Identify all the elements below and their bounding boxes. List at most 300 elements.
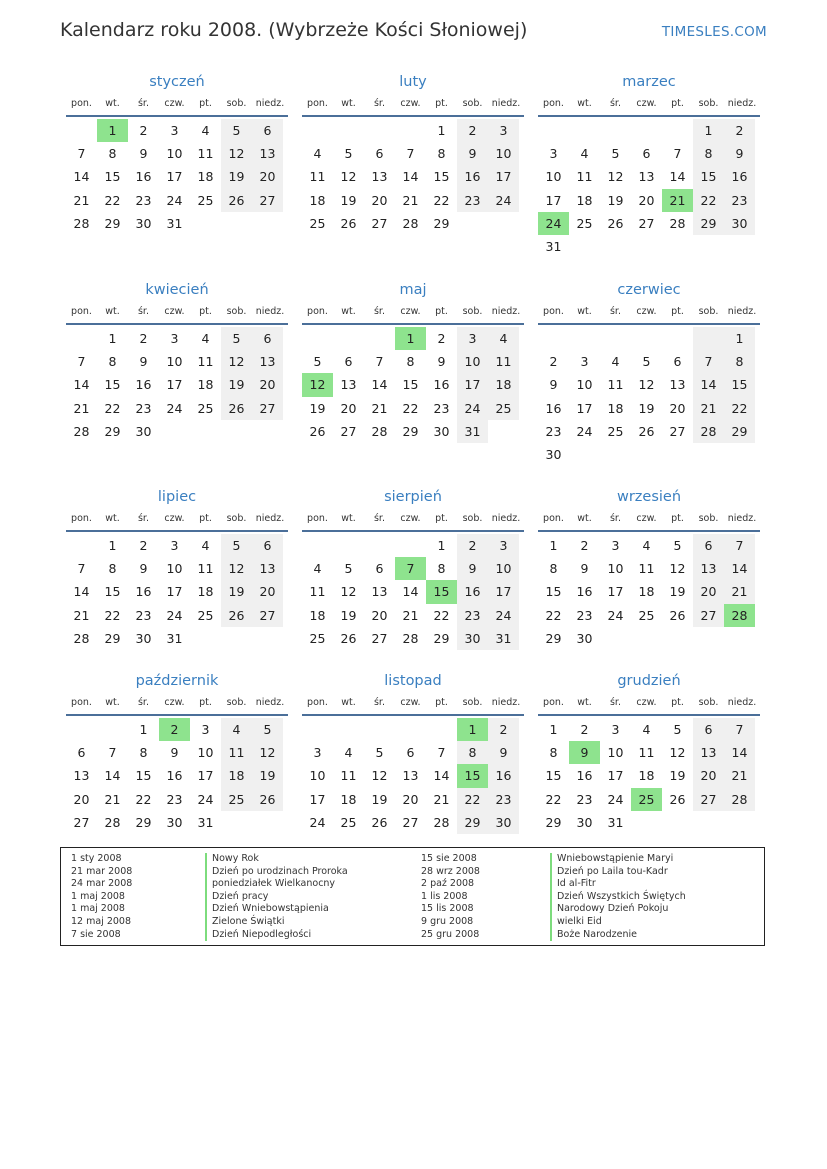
day-cell: 8 xyxy=(437,561,446,577)
day-cell: 1 xyxy=(549,538,558,553)
day-cell: 3 xyxy=(488,534,519,557)
day-cell: 28 xyxy=(402,630,419,646)
day-cell: 31 xyxy=(166,215,183,231)
day-cell: 11 xyxy=(221,741,252,764)
legend-holiday-name: Id al-Fitr xyxy=(550,878,686,891)
empty-cell xyxy=(302,534,333,557)
weekday-label: wt. xyxy=(341,513,356,524)
day-cell: 22 xyxy=(104,607,121,623)
legend-date: 24 mar 2008 xyxy=(71,878,133,890)
day-cell: 24 xyxy=(309,814,326,830)
day-cell: 9 xyxy=(457,142,488,165)
legend-date: 1 sty 2008 xyxy=(71,853,122,864)
day-cell: 16 xyxy=(457,165,488,188)
day-cell: 31 xyxy=(607,814,624,830)
day-cell: 30 xyxy=(457,627,488,650)
weekday-label: wt. xyxy=(105,513,120,524)
day-cell: 28 xyxy=(669,215,686,231)
day-grid xyxy=(66,119,283,235)
day-cell: 10 xyxy=(545,169,562,185)
legend-date: 15 sie 2008 xyxy=(421,853,477,864)
empty-cell xyxy=(159,420,190,443)
day-cell: 7 xyxy=(108,745,117,761)
day-cell: 22 xyxy=(457,788,488,811)
day-cell: 20 xyxy=(252,580,283,603)
day-cell: 27 xyxy=(371,215,388,231)
empty-cell xyxy=(302,718,333,741)
day-cell: 23 xyxy=(135,400,152,416)
empty-cell xyxy=(662,235,693,258)
day-cell: 31 xyxy=(457,420,488,443)
empty-cell xyxy=(252,212,283,235)
weekday-label: czw. xyxy=(164,306,185,317)
weekday-label: sob. xyxy=(462,513,483,524)
day-cell: 28 xyxy=(371,423,388,439)
day-cell: 1 xyxy=(108,331,117,346)
weekday-label: niedz. xyxy=(255,697,285,708)
day-cell: 14 xyxy=(402,169,419,185)
day-cell: 6 xyxy=(642,146,651,162)
day-grid xyxy=(538,327,755,466)
legend-date: 1 maj 2008 xyxy=(71,890,125,902)
weekday-label: pt. xyxy=(435,513,448,524)
day-cell: 22 xyxy=(135,791,152,807)
day-cell: 24 xyxy=(488,189,519,212)
day-cell: 3 xyxy=(170,538,179,553)
day-cell: 24 xyxy=(457,397,488,420)
day-cell: 3 xyxy=(549,146,558,162)
day-cell: 27 xyxy=(638,215,655,231)
day-cell: 6 xyxy=(344,354,353,370)
day-cell: 8 xyxy=(108,354,117,370)
weekday-label: czw. xyxy=(400,697,421,708)
weekday-label: pt. xyxy=(671,306,684,317)
day-cell: 15 xyxy=(693,165,724,188)
day-cell: 20 xyxy=(252,165,283,188)
day-cell: 16 xyxy=(576,584,593,600)
legend-holiday-name: Dzień Wszystkich Świętych xyxy=(550,891,686,904)
empty-cell xyxy=(569,443,600,466)
weekday-label: czw. xyxy=(636,98,657,109)
empty-cell xyxy=(221,212,252,235)
empty-cell xyxy=(631,443,662,466)
weekday-label: pt. xyxy=(199,513,212,524)
day-cell: 10 xyxy=(607,745,624,761)
day-cell: 24 xyxy=(607,791,624,807)
day-cell: 13 xyxy=(371,169,388,185)
day-cell: 25 xyxy=(197,192,214,208)
day-cell: 13 xyxy=(252,557,283,580)
day-cell: 29 xyxy=(724,420,755,443)
weekday-label: czw. xyxy=(164,513,185,524)
day-cell: 17 xyxy=(166,584,183,600)
day-cell: 13 xyxy=(252,350,283,373)
weekday-label: śr. xyxy=(373,306,385,317)
day-cell: 31 xyxy=(545,238,562,254)
weekday-label: pt. xyxy=(435,306,448,317)
day-cell: 23 xyxy=(457,604,488,627)
day-cell: 8 xyxy=(724,350,755,373)
legend-left-dates xyxy=(71,853,132,941)
weekday-label: czw. xyxy=(636,513,657,524)
legend-date: 7 sie 2008 xyxy=(71,928,121,940)
legend-date: 15 lis 2008 xyxy=(421,903,474,915)
day-cell: 4 xyxy=(221,718,252,741)
weekday-header xyxy=(302,508,524,532)
day-cell: 22 xyxy=(693,189,724,212)
day-cell: 18 xyxy=(488,373,519,396)
day-cell: 25 xyxy=(309,630,326,646)
day-cell: 12 xyxy=(371,768,388,784)
day-cell: 16 xyxy=(433,377,450,393)
day-cell: 12 xyxy=(669,561,686,577)
weekday-header xyxy=(302,692,524,716)
day-cell: 28 xyxy=(73,215,90,231)
month-name: październik xyxy=(135,673,219,689)
day-cell: 26 xyxy=(669,791,686,807)
day-cell: 3 xyxy=(170,123,179,138)
legend-holiday-name: Dzień Wniebowstąpienia xyxy=(205,903,348,916)
weekday-label: śr. xyxy=(609,697,621,708)
day-cell: 2 xyxy=(139,538,148,553)
day-cell: 7 xyxy=(724,534,755,557)
day-cell: 11 xyxy=(488,350,519,373)
day-cell: 9 xyxy=(549,377,558,393)
day-cell: 25 xyxy=(221,788,252,811)
weekday-label: śr. xyxy=(137,697,149,708)
legend-holiday-name: wielki Eid xyxy=(550,916,686,929)
weekday-label: czw. xyxy=(400,98,421,109)
weekday-label: niedz. xyxy=(255,98,285,109)
month-name: luty xyxy=(399,74,427,90)
day-cell: 9 xyxy=(724,142,755,165)
empty-cell xyxy=(600,443,631,466)
legend-date: 12 maj 2008 xyxy=(71,915,132,927)
day-cell: 3 xyxy=(457,327,488,350)
empty-cell xyxy=(66,718,97,741)
empty-cell xyxy=(569,235,600,258)
month-name: maj xyxy=(399,282,427,298)
day-cell: 18 xyxy=(576,192,593,208)
day-cell: 18 xyxy=(309,192,326,208)
empty-cell xyxy=(662,443,693,466)
day-cell: 14 xyxy=(724,741,755,764)
day-cell: 24 xyxy=(166,607,183,623)
day-cell: 19 xyxy=(340,192,357,208)
day-grid xyxy=(302,718,519,834)
weekday-label: śr. xyxy=(373,697,385,708)
empty-cell xyxy=(252,627,283,650)
day-cell: 1 xyxy=(437,538,446,553)
month-calendar xyxy=(66,670,288,834)
weekday-label: czw. xyxy=(164,98,185,109)
day-cell: 1 xyxy=(549,722,558,737)
empty-cell xyxy=(631,627,662,650)
empty-cell xyxy=(252,811,283,834)
legend-right-dates xyxy=(421,853,480,941)
day-cell: 12 xyxy=(607,169,624,185)
day-cell: 27 xyxy=(252,604,283,627)
day-cell: 1 xyxy=(437,123,446,138)
weekday-label: pt. xyxy=(671,98,684,109)
day-cell: 5 xyxy=(375,745,384,761)
day-cell: 15 xyxy=(457,764,488,787)
legend-holiday-name: poniedziałek Wielkanocny xyxy=(205,878,348,891)
day-cell: 9 xyxy=(457,557,488,580)
day-cell: 10 xyxy=(166,354,183,370)
day-cell: 30 xyxy=(576,814,593,830)
day-cell: 18 xyxy=(221,764,252,787)
day-grid xyxy=(302,534,519,650)
weekday-label: pon. xyxy=(543,513,564,524)
empty-cell xyxy=(364,327,395,350)
day-cell: 2 xyxy=(549,354,558,370)
empty-cell xyxy=(426,718,457,741)
day-cell: 29 xyxy=(433,215,450,231)
day-cell: 11 xyxy=(638,745,655,761)
day-cell: 11 xyxy=(309,584,326,600)
day-cell: 4 xyxy=(201,538,210,553)
day-cell: 6 xyxy=(406,745,415,761)
day-cell: 11 xyxy=(638,561,655,577)
empty-cell xyxy=(66,327,97,350)
day-cell: 30 xyxy=(166,814,183,830)
day-cell: 19 xyxy=(607,192,624,208)
weekday-label: pt. xyxy=(199,98,212,109)
legend-date: 28 wrz 2008 xyxy=(421,865,480,877)
day-cell: 26 xyxy=(340,215,357,231)
weekday-header xyxy=(538,93,760,117)
weekday-label: wt. xyxy=(105,98,120,109)
day-cell: 24 xyxy=(576,423,593,439)
day-cell: 25 xyxy=(197,607,214,623)
month-name: kwiecień xyxy=(145,282,209,298)
day-cell: 21 xyxy=(371,400,388,416)
empty-cell xyxy=(600,119,631,142)
day-cell: 17 xyxy=(607,584,624,600)
day-cell: 15 xyxy=(724,373,755,396)
day-cell: 3 xyxy=(488,119,519,142)
day-cell: 7 xyxy=(437,745,446,761)
empty-cell xyxy=(631,235,662,258)
weekday-header xyxy=(66,692,288,716)
day-cell: 29 xyxy=(135,814,152,830)
day-cell: 8 xyxy=(549,561,558,577)
day-cell: 21 xyxy=(433,791,450,807)
day-cell: 30 xyxy=(135,423,152,439)
day-cell: 22 xyxy=(433,607,450,623)
day-cell: 10 xyxy=(607,561,624,577)
weekday-label: niedz. xyxy=(491,98,521,109)
weekday-label: pon. xyxy=(543,98,564,109)
day-cell: 21 xyxy=(73,192,90,208)
day-cell: 8 xyxy=(549,745,558,761)
day-grid xyxy=(66,327,283,443)
day-cell: 30 xyxy=(488,811,519,834)
empty-cell xyxy=(569,119,600,142)
day-cell: 1 xyxy=(97,119,128,142)
day-cell: 3 xyxy=(611,722,620,737)
empty-cell xyxy=(724,811,755,834)
weekday-label: wt. xyxy=(577,306,592,317)
day-cell: 13 xyxy=(73,768,90,784)
day-cell: 18 xyxy=(607,400,624,416)
empty-cell xyxy=(66,119,97,142)
weekday-label: czw. xyxy=(400,513,421,524)
day-cell: 1 xyxy=(693,119,724,142)
legend-date: 25 gru 2008 xyxy=(421,928,480,940)
day-cell: 29 xyxy=(545,630,562,646)
day-cell: 24 xyxy=(607,607,624,623)
weekday-label: śr. xyxy=(373,513,385,524)
day-cell: 23 xyxy=(166,791,183,807)
day-cell: 29 xyxy=(104,630,121,646)
day-cell: 17 xyxy=(545,192,562,208)
day-cell: 8 xyxy=(139,745,148,761)
day-cell: 15 xyxy=(545,584,562,600)
day-cell: 15 xyxy=(135,768,152,784)
day-cell: 2 xyxy=(457,534,488,557)
day-cell: 4 xyxy=(201,331,210,346)
empty-cell xyxy=(724,627,755,650)
day-cell: 2 xyxy=(580,722,589,737)
month-calendar xyxy=(538,71,760,258)
day-cell: 23 xyxy=(135,607,152,623)
day-cell: 2 xyxy=(437,331,446,346)
legend-date: 21 mar 2008 xyxy=(71,865,133,877)
weekday-label: wt. xyxy=(105,306,120,317)
empty-cell xyxy=(333,718,364,741)
day-cell: 25 xyxy=(309,215,326,231)
day-cell: 19 xyxy=(252,764,283,787)
legend-holiday-name: Dzień po urodzinach Proroka xyxy=(205,866,348,879)
day-grid xyxy=(302,327,519,443)
day-cell: 15 xyxy=(433,169,450,185)
day-cell: 16 xyxy=(724,165,755,188)
empty-cell xyxy=(662,627,693,650)
weekday-header xyxy=(538,301,760,325)
day-cell: 7 xyxy=(406,146,415,162)
day-cell: 7 xyxy=(724,718,755,741)
day-cell: 23 xyxy=(545,423,562,439)
day-cell: 19 xyxy=(669,584,686,600)
day-cell: 26 xyxy=(340,630,357,646)
weekday-label: śr. xyxy=(609,98,621,109)
day-cell: 2 xyxy=(488,718,519,741)
legend-holiday-name: Dzień Niepodległości xyxy=(205,929,348,942)
weekday-label: pon. xyxy=(307,697,328,708)
day-cell: 5 xyxy=(313,354,322,370)
empty-cell xyxy=(538,119,569,142)
weekday-label: wt. xyxy=(577,513,592,524)
day-cell: 6 xyxy=(77,745,86,761)
day-cell: 28 xyxy=(693,420,724,443)
day-cell: 14 xyxy=(73,377,90,393)
empty-cell xyxy=(302,119,333,142)
day-cell: 1 xyxy=(139,722,148,737)
day-cell: 23 xyxy=(433,400,450,416)
day-cell: 26 xyxy=(669,607,686,623)
day-grid xyxy=(538,534,755,650)
day-cell: 5 xyxy=(344,146,353,162)
day-cell: 4 xyxy=(201,123,210,138)
day-cell: 25 xyxy=(576,215,593,231)
day-cell: 12 xyxy=(340,169,357,185)
month-name: lipiec xyxy=(157,489,197,505)
day-cell: 6 xyxy=(252,534,283,557)
day-cell: 4 xyxy=(313,561,322,577)
page-title: Kalendarz roku 2008. (Wybrzeże Kości Słoniowej) xyxy=(60,19,528,41)
day-cell: 16 xyxy=(576,768,593,784)
day-cell: 16 xyxy=(488,764,519,787)
day-cell: 30 xyxy=(135,215,152,231)
day-cell: 7 xyxy=(673,146,682,162)
empty-cell xyxy=(662,327,693,350)
weekday-label: wt. xyxy=(577,697,592,708)
day-cell: 8 xyxy=(693,142,724,165)
day-cell: 9 xyxy=(170,745,179,761)
day-cell: 19 xyxy=(221,580,252,603)
day-cell: 13 xyxy=(340,377,357,393)
day-cell: 2 xyxy=(139,331,148,346)
weekday-header xyxy=(302,93,524,117)
day-cell: 16 xyxy=(545,400,562,416)
day-cell: 16 xyxy=(457,580,488,603)
day-cell: 17 xyxy=(488,165,519,188)
day-cell: 1 xyxy=(457,718,488,741)
day-cell: 6 xyxy=(252,327,283,350)
weekday-label: śr. xyxy=(137,513,149,524)
legend-holiday-name: Wniebowstąpienie Maryi xyxy=(550,853,686,866)
empty-cell xyxy=(600,627,631,650)
day-cell: 31 xyxy=(488,627,519,650)
day-cell: 20 xyxy=(693,764,724,787)
day-cell: 10 xyxy=(197,745,214,761)
empty-cell xyxy=(221,811,252,834)
empty-cell xyxy=(364,534,395,557)
day-cell: 21 xyxy=(402,607,419,623)
day-cell: 3 xyxy=(611,538,620,553)
weekday-label: niedz. xyxy=(727,306,757,317)
day-cell: 29 xyxy=(457,811,488,834)
month-calendar xyxy=(66,279,288,443)
day-cell: 25 xyxy=(197,400,214,416)
day-cell: 18 xyxy=(197,169,214,185)
day-cell: 20 xyxy=(371,192,388,208)
day-cell: 3 xyxy=(313,745,322,761)
day-cell: 2 xyxy=(457,119,488,142)
weekday-label: pon. xyxy=(307,98,328,109)
month-name: marzec xyxy=(622,74,676,90)
weekday-label: sob. xyxy=(698,697,719,708)
day-cell: 11 xyxy=(607,377,624,393)
day-cell: 18 xyxy=(340,791,357,807)
brand-link[interactable]: TIMESLES.COM xyxy=(661,24,767,40)
weekday-label: niedz. xyxy=(727,513,757,524)
weekday-label: sob. xyxy=(226,697,247,708)
day-cell: 29 xyxy=(402,423,419,439)
day-cell: 9 xyxy=(437,354,446,370)
day-cell: 7 xyxy=(693,350,724,373)
empty-cell xyxy=(662,811,693,834)
day-cell: 4 xyxy=(344,745,353,761)
day-cell: 17 xyxy=(197,768,214,784)
empty-cell xyxy=(600,235,631,258)
day-cell: 14 xyxy=(669,169,686,185)
day-cell: 5 xyxy=(673,538,682,553)
day-cell: 23 xyxy=(135,192,152,208)
day-cell: 13 xyxy=(252,142,283,165)
